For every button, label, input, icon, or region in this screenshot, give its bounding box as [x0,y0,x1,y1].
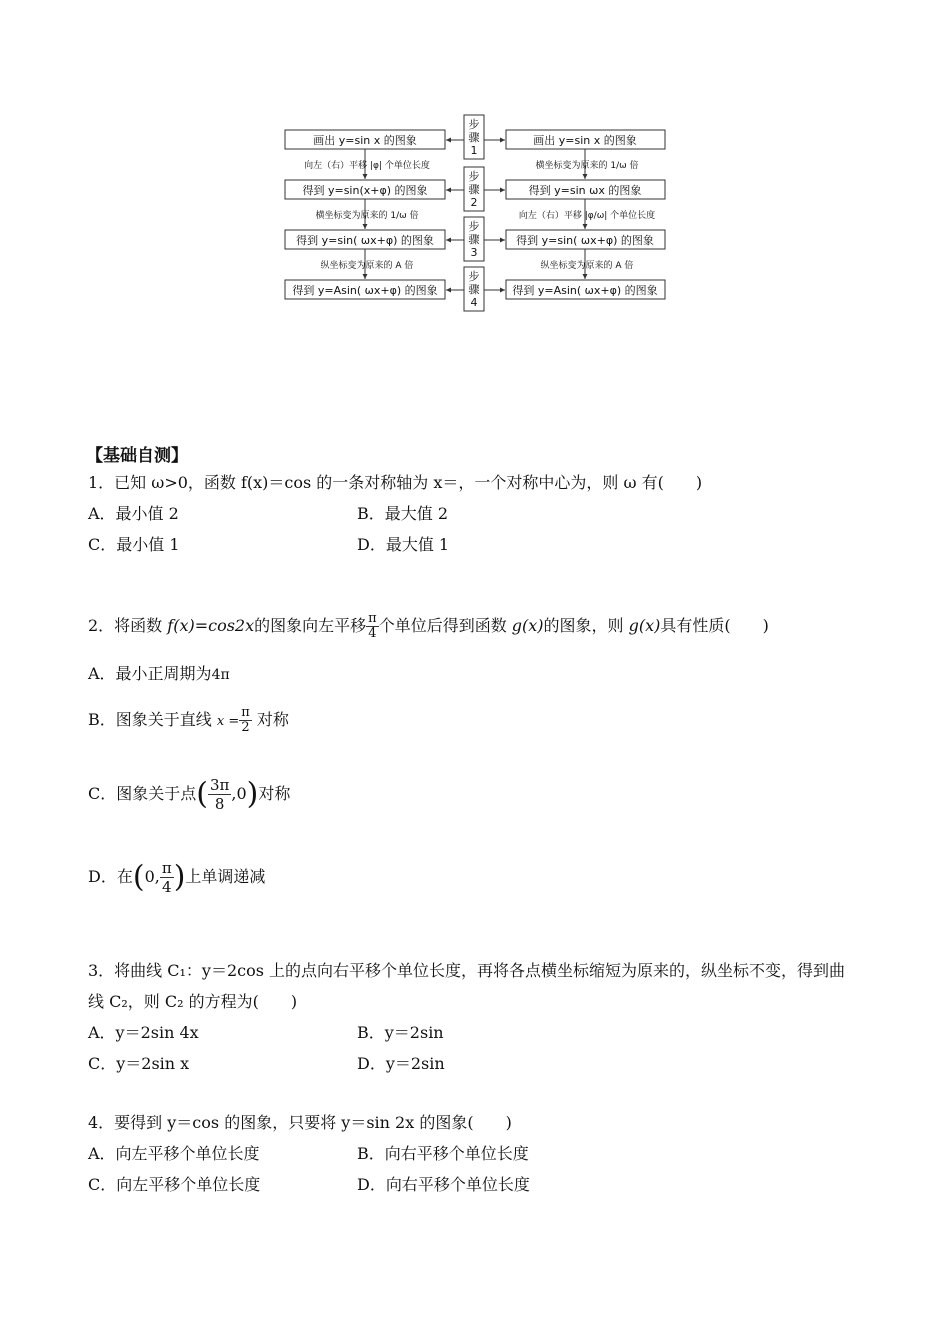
q2-d-end: 上单调递减 [185,867,266,886]
q2-d-fraction [160,859,174,896]
q3-option-b: B．y＝2sin [357,1023,444,1042]
q1-option-b: B．最大值 2 [357,504,449,523]
q1-option-d: D．最大值 1 [357,535,450,554]
right-arrow-1-label: 横坐标变为原来的 1/ω 倍 [535,161,639,171]
question-2-text [88,606,769,646]
q2-option-b [88,700,289,742]
q2-d-num: π [161,859,172,877]
q2-c-label: C．图象关于点 [88,784,197,803]
step-label-1: 步骤 1 [468,118,480,157]
q2-option-a [88,664,230,685]
q2-shift-num: π [368,611,377,626]
q2-func-g-2: g(x) [628,616,661,635]
left-arrow-3-label: 纵坐标变为原来的 A 倍 [320,261,414,271]
q2-option-d: D．在(0, $\frac{\pi}{4}$ )上单调递减 [88,859,266,896]
q2-d-zero: 0, [144,867,160,886]
step-label-4: 步骤 4 [468,270,480,309]
q2-a-label: A．最小正周期为 [88,664,212,683]
q1-option-c: C．最小值 1 [88,535,180,554]
q2-d-den: 4 [161,878,172,896]
step-label-3: 步骤 3 [468,220,480,259]
q2-a-value: 4π [211,667,230,683]
q2-prefix: 2．将函数 [88,616,163,635]
q2-mid2: 个单位后得到函数 [378,616,507,635]
q2-end: 具有性质( ) [660,616,769,635]
q2-c-den: 8 [214,795,225,813]
question-3-line-2: 线 C₂，则 C₂ 的方程为( ) [88,992,298,1011]
q2-b-x: x = [216,714,240,729]
q2-b-end: 对称 [256,710,289,729]
q2-c-end: 对称 [258,784,291,803]
right-box-3-label: 得到 y=sin( ωx+φ) 的图象 [516,234,654,247]
q2-d-label: D．在 [88,867,133,886]
q2-shift-den: 4 [368,626,377,641]
q2-mid: 的图象向左平移 [254,616,367,635]
question-1-text: 1．已知 ω>0，函数 f(x)＝cos 的一条对称轴为 x＝，一个对称中心为，则 ω 有( ) [88,473,703,492]
q2-shift-fraction [366,612,379,641]
right-box-2-label: 得到 y=sin ωx 的图象 [528,184,642,197]
right-arrow-2-label: 向左（右）平移 |φ/ω| 个单位长度 [518,211,656,221]
q2-c-y: ,0 [231,784,247,803]
question-4-text: 4．要得到 y＝cos 的图象，只要将 y＝sin 2x 的图象( ) [88,1113,512,1132]
q2-c-num: 3π [209,776,230,794]
left-box-3-label: 得到 y=sin( ωx+φ) 的图象 [296,234,434,247]
q4-option-c: C．向左平移个单位长度 [88,1175,261,1194]
right-box-1-label: 画出 y=sin x 的图象 [533,134,637,147]
q2-mid3: 的图象，则 [543,616,624,635]
step-label-2: 步骤 2 [468,170,480,209]
q3-option-a: A．y＝2sin 4x [88,1023,199,1042]
q2-b-label: B．图象关于直线 [88,710,212,729]
left-box-2-label: 得到 y=sin(x+φ) 的图象 [302,184,428,197]
left-box-1-label: 画出 y=sin x 的图象 [313,134,417,147]
q4-option-a: A．向左平移个单位长度 [88,1144,260,1163]
q2-option-c: C．图象关于点( $\frac{3\pi}{8}$ ,0)对称 [88,776,291,813]
left-arrow-1-label: 向左（右）平移 |φ| 个单位长度 [304,161,430,171]
right-arrow-3-label: 纵坐标变为原来的 A 倍 [540,261,634,271]
q2-b-den: 2 [241,720,250,735]
q2-b-num: π [241,705,250,720]
q4-option-b: B．向右平移个单位长度 [357,1144,529,1163]
q2-c-fraction [208,776,231,813]
q2-func-f: f(x)=cos2x [167,616,255,635]
section-title: 【基础自测】 [86,446,188,466]
transformation-flowchart [280,110,670,315]
q1-option-a: A．最小值 2 [88,504,179,523]
left-arrow-2-label: 横坐标变为原来的 1/ω 倍 [315,211,419,221]
right-box-4-label: 得到 y=Asin( ωx+φ) 的图象 [512,284,658,297]
q3-option-c: C．y＝2sin x [88,1054,190,1073]
left-box-4-label: 得到 y=Asin( ωx+φ) 的图象 [292,284,438,297]
question-3-line-1: 3．将曲线 C₁：y＝2cos 上的点向右平移个单位长度，再将各点横坐标缩短为原来的，纵坐标不变，得到曲 [88,961,846,980]
q3-option-d: D．y＝2sin [357,1054,445,1073]
q4-option-d: D．向右平移个单位长度 [357,1175,530,1194]
q2-b-fraction [239,706,252,735]
q2-func-g: g(x) [511,616,544,635]
